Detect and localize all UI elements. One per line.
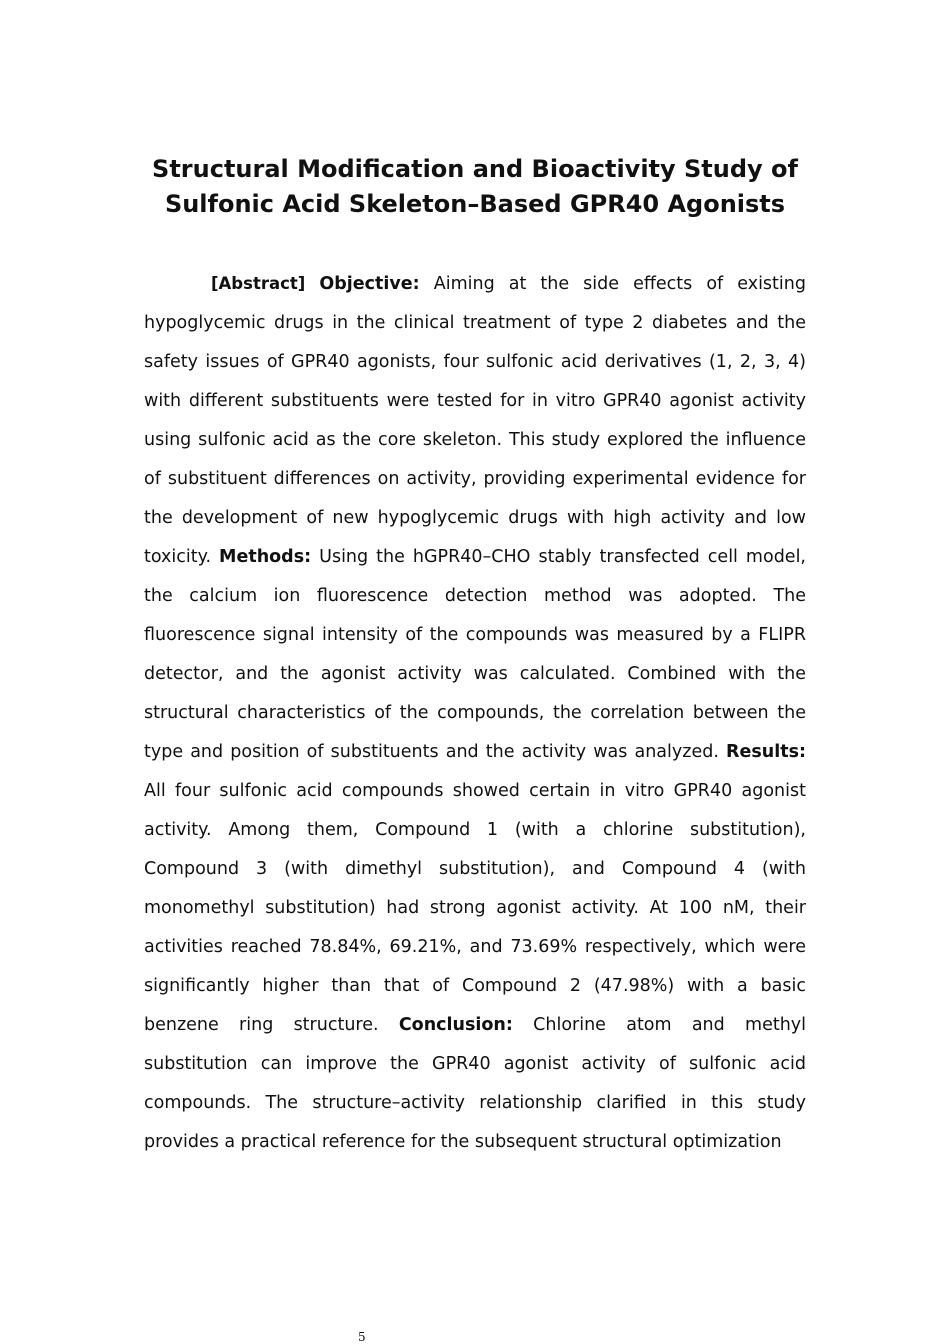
results-label: Results: — [726, 742, 806, 762]
results-text: All four sulfonic acid compounds showed certain in vitro GPR40 agonist activity. Among them, Compound 1 (with a chlorine substitution), Compound 3 (with dimethyl substitution), and Compound 4 (with monomethyl substitution) had strong agonist activity. At 100 nM, their activities reached 78.84%, 69.21%, and 73.69% respectively, which were significantly higher than that of Compound 2 (47.98%) with a basic benzene ring structure. — [144, 781, 806, 1035]
abstract-tag: [Abstract] — [211, 274, 306, 293]
conclusion-label: Conclusion: — [398, 1015, 513, 1035]
objective-label: Objective: — [319, 274, 420, 294]
paper-title-line-1: Structural Modification and Bioactivity Study of — [152, 155, 798, 183]
methods-text: Using the hGPR40–CHO stably transfected cell model, the calcium ion fluorescence detection method was adopted. The fluorescence signal intensity of the compounds was measured by a FLIPR detector, and the agonist activity was calculated. Combined with the structural characteristics of the compounds, the correlation between the type and position of substituents and the activity was analyzed. — [144, 547, 806, 762]
abstract-paragraph — [144, 264, 806, 1162]
objective-text: Aiming at the side effects of existing hypoglycemic drugs in the clinical treatment of type 2 diabetes and the safety issues of GPR40 agonists, four sulfonic acid derivatives (1, 2, 3, 4) with different substituents were tested for in vitro GPR40 agonist activity using sulfonic acid as the core skeleton. This study explored the influence of substituent differences on activity, providing experimental evidence for the development of new hypoglycemic drugs with high activity and low toxicity. — [144, 274, 806, 567]
paper-title-line-2: Sulfonic Acid Skeleton–Based GPR40 Agonists — [164, 190, 786, 218]
page-number: 5 — [358, 1330, 366, 1344]
paper-title — [140, 152, 810, 222]
conclusion-text: Chlorine atom and methyl substitution can improve the GPR40 agonist activity of sulfonic acid compounds. The structure–activity relationship clarified in this study provides a practical reference for the subsequent structural optimization — [144, 1015, 807, 1152]
methods-label: Methods: — [219, 547, 312, 567]
